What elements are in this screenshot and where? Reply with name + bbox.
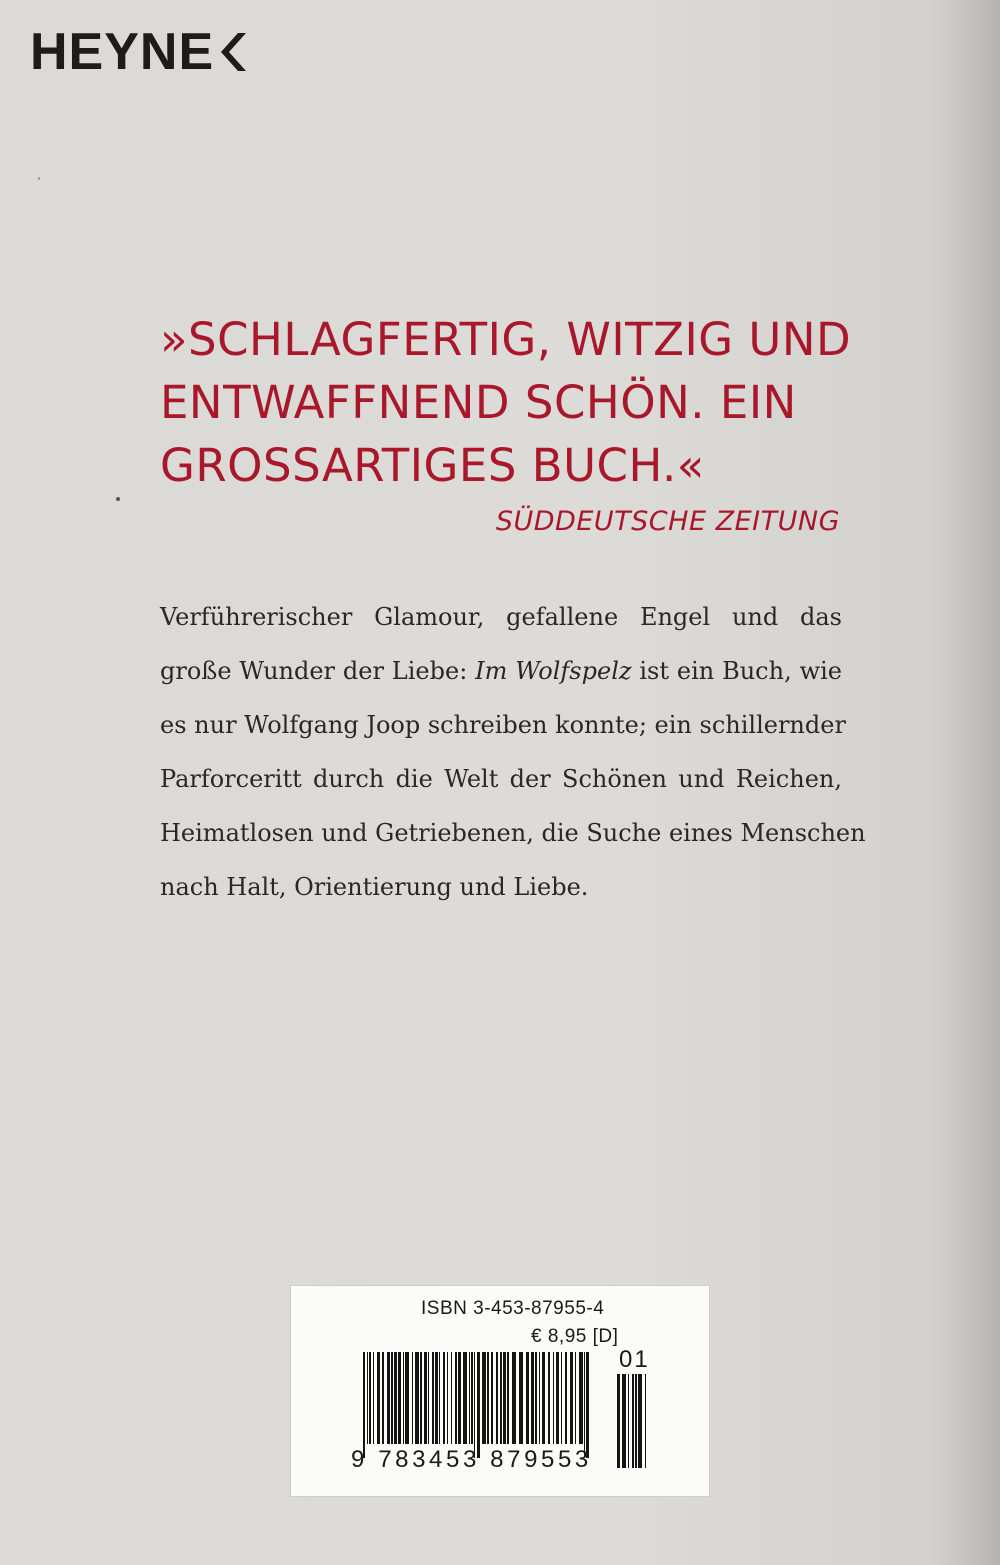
barcode-bar	[458, 1352, 461, 1444]
book-title: Im Wolfspelz	[475, 657, 632, 685]
barcode-bar	[451, 1352, 452, 1444]
barcode-bar	[519, 1352, 523, 1444]
barcode-bar	[369, 1352, 371, 1444]
quote-line: »SCHLAGFERTIG, WITZIG UND	[160, 313, 852, 366]
barcode-bar	[474, 1352, 475, 1458]
quote-source: SÜDDEUTSCHE ZEITUNG	[495, 506, 840, 537]
barcode-bar	[439, 1352, 440, 1444]
barcode-addon-digits: 01	[619, 1346, 650, 1373]
barcode-bar	[539, 1352, 540, 1444]
barcode-bar	[432, 1352, 434, 1444]
chevron-left-icon	[220, 30, 250, 74]
barcode-bar	[424, 1352, 427, 1444]
blurb-line	[160, 644, 842, 698]
blurb-line: Verführerischer Glamour, gefallene Engel und das	[160, 603, 842, 631]
barcode-bar	[412, 1352, 413, 1444]
barcode-bar	[447, 1352, 448, 1444]
barcode-bar	[556, 1352, 559, 1444]
barcode-bar	[584, 1352, 585, 1458]
isbn-number: ISBN 3-453-87955-4	[421, 1298, 605, 1319]
barcode-bar	[394, 1352, 397, 1444]
barcode-bar	[500, 1352, 502, 1444]
barcode-bar	[565, 1352, 567, 1444]
barcode-bar	[477, 1352, 480, 1458]
blurb-text: große Wunder der Liebe:	[160, 657, 476, 685]
review-quote	[160, 308, 860, 497]
barcode-bars	[363, 1352, 589, 1458]
barcode-bar	[570, 1352, 573, 1444]
barcode-bar	[575, 1352, 576, 1444]
barcode-bar	[526, 1352, 529, 1444]
barcode-bar	[435, 1352, 438, 1444]
barcode-bar	[491, 1352, 493, 1444]
barcode-bar	[377, 1352, 380, 1444]
barcode-bar	[531, 1352, 534, 1444]
barcode-bar	[487, 1352, 489, 1444]
barcode-bar	[645, 1374, 646, 1468]
barcode-bar	[512, 1352, 516, 1444]
barcode-bar	[405, 1352, 409, 1444]
barcode-bar	[542, 1352, 545, 1444]
barcode-label	[290, 1285, 710, 1497]
barcode-digits: 9 783453 879553	[351, 1446, 592, 1473]
publisher-logo	[30, 22, 250, 82]
barcode-bar	[503, 1352, 506, 1444]
barcode-bar	[443, 1352, 445, 1444]
blurb-line: Heimatlosen und Getriebenen, die Suche eines Menschen	[160, 819, 866, 847]
quote-line: ENTWAFFNEND SCHÖN. EIN	[160, 376, 797, 429]
barcode-bar	[403, 1352, 404, 1444]
blurb-line: Parforceritt durch die Welt der Schönen und Reichen,	[160, 765, 842, 793]
barcode-bar	[535, 1352, 537, 1444]
barcode-bar	[391, 1352, 393, 1444]
barcode-bar	[363, 1352, 365, 1458]
cover-edge-shadow	[930, 0, 1000, 1565]
barcode-bar	[420, 1352, 422, 1444]
barcode-bar	[553, 1352, 554, 1444]
barcode-bar	[373, 1352, 374, 1444]
barcode-bar	[561, 1352, 562, 1444]
price-tag: € 8,95 [D]	[531, 1326, 619, 1347]
barcode-bar	[579, 1352, 583, 1444]
cover-speck	[116, 497, 120, 501]
blurb-line: nach Halt, Orientierung und Liebe.	[160, 873, 589, 901]
barcode-bar	[387, 1352, 390, 1444]
cover-speck	[38, 177, 40, 180]
publisher-name: HEYNE	[30, 23, 215, 81]
barcode-bar	[367, 1352, 368, 1444]
barcode-bar	[482, 1352, 486, 1444]
barcode-bar	[507, 1352, 509, 1444]
barcode-bar	[398, 1352, 401, 1444]
blurb-text: ist ein Buch, wie	[631, 657, 842, 685]
barcode-bar	[415, 1352, 419, 1444]
barcode-bar	[455, 1352, 457, 1444]
barcode-bar	[496, 1352, 498, 1444]
quote-line: GROSSARTIGES BUCH.«	[160, 439, 705, 492]
barcode-bar	[428, 1352, 429, 1444]
barcode-bar	[548, 1352, 550, 1444]
barcode-bar	[471, 1352, 473, 1444]
barcode-bar	[469, 1352, 470, 1444]
book-blurb	[160, 590, 866, 914]
blurb-line: es nur Wolfgang Joop schreiben konnte; ein schillernder	[160, 711, 846, 739]
barcode-bar	[382, 1352, 384, 1444]
barcode-bar	[463, 1352, 467, 1444]
barcode-bar	[586, 1352, 589, 1458]
